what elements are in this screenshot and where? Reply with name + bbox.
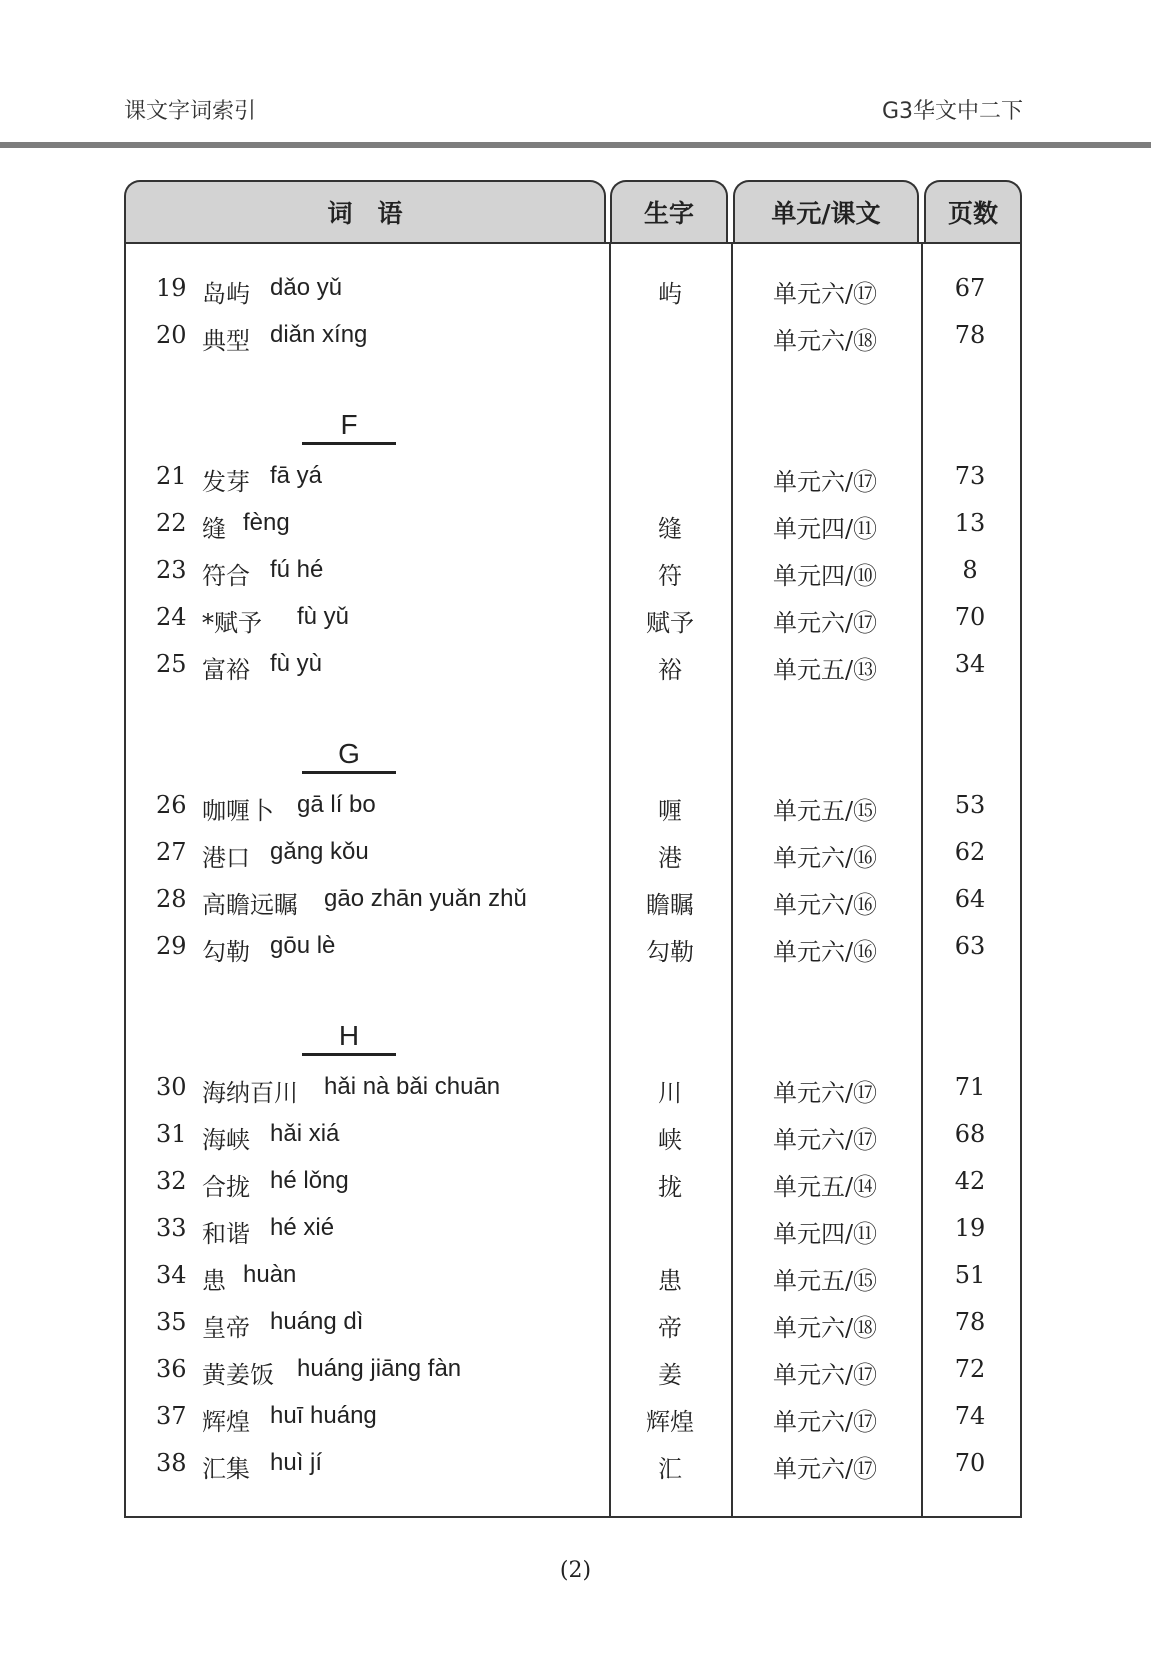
new-character: 港 [658, 844, 682, 872]
entry-number: 33 [156, 1214, 187, 1242]
unit-lesson: 单元六/⑰ [772, 468, 878, 496]
word: 港口 [202, 844, 250, 872]
column-header-char: 生字 [610, 180, 728, 242]
unit-lesson: 单元六/⑯ [772, 891, 878, 919]
column-header-word: 词 语 [124, 180, 606, 242]
entry-number: 23 [156, 556, 187, 584]
entry-number: 32 [156, 1167, 187, 1195]
new-character: 裕 [658, 656, 682, 684]
new-character: 川 [658, 1079, 682, 1107]
pinyin: huì jí [270, 1449, 323, 1476]
new-character: 喱 [658, 797, 682, 825]
word: 海峡 [202, 1126, 250, 1154]
page-ref: 72 [954, 1355, 986, 1383]
unit-lesson: 单元六/⑱ [772, 327, 878, 355]
pinyin: fèng [243, 509, 290, 536]
entry-number: 30 [156, 1073, 187, 1101]
table-row [126, 830, 1024, 877]
table-row [126, 783, 1024, 830]
table-row [126, 454, 1024, 501]
table-row [126, 501, 1024, 548]
word: 岛屿 [202, 280, 250, 308]
pinyin: hǎi nà bǎi chuān [324, 1073, 501, 1100]
pinyin: hé xié [270, 1214, 335, 1241]
entry-number: 26 [156, 791, 187, 819]
table-row [126, 1206, 1024, 1253]
unit-lesson: 单元六/⑰ [772, 1455, 878, 1483]
entry-number: 25 [156, 650, 187, 678]
header-course: G3华文中二下 [881, 99, 1023, 124]
table-row [126, 313, 1024, 360]
pinyin: gǎng kǒu [270, 838, 369, 865]
page-ref: 34 [954, 650, 986, 678]
unit-lesson: 单元四/⑩ [772, 562, 878, 590]
pinyin: fú hé [270, 556, 324, 583]
header-title: 课文字词索引 [124, 99, 257, 124]
word: 缝 [202, 515, 226, 543]
page-ref: 70 [954, 603, 986, 631]
new-character: 患 [658, 1267, 682, 1295]
unit-lesson: 单元五/⑮ [772, 797, 878, 825]
entry-number: 37 [156, 1402, 187, 1430]
table-row [126, 1441, 1024, 1488]
unit-lesson: 单元四/⑪ [772, 1220, 878, 1248]
pinyin: huáng dì [270, 1308, 364, 1335]
word: 符合 [202, 562, 250, 590]
unit-lesson: 单元六/⑰ [772, 1361, 878, 1389]
table-row [126, 1253, 1024, 1300]
word: 咖喱卜 [202, 797, 274, 825]
section-letter: G [302, 737, 396, 774]
page-number: (2) [559, 1558, 592, 1583]
table-row [126, 1065, 1024, 1112]
page-ref: 74 [954, 1402, 986, 1430]
unit-lesson: 单元六/⑰ [772, 1079, 878, 1107]
table-row [126, 1347, 1024, 1394]
pinyin: hé lǒng [270, 1167, 349, 1194]
entry-number: 31 [156, 1120, 187, 1148]
page-ref: 19 [954, 1214, 986, 1242]
pinyin: gōu lè [270, 932, 336, 959]
unit-lesson: 单元六/⑱ [772, 1314, 878, 1342]
new-character: 赋予 [646, 609, 694, 637]
new-character: 峡 [658, 1126, 682, 1154]
entry-number: 22 [156, 509, 187, 537]
section-letter: F [302, 408, 396, 445]
word: 发芽 [202, 468, 250, 496]
word: 皇帝 [202, 1314, 250, 1342]
new-character: 帝 [658, 1314, 682, 1342]
new-character: 汇 [658, 1455, 682, 1483]
new-character: 瞻瞩 [646, 891, 694, 919]
entry-number: 38 [156, 1449, 187, 1477]
pinyin: fù yǔ [297, 603, 350, 630]
pinyin: gā lí bo [297, 791, 376, 818]
page-ref: 53 [954, 791, 986, 819]
pinyin: fù yù [270, 650, 323, 677]
table-row [126, 877, 1024, 924]
table-row [126, 1300, 1024, 1347]
page-ref: 51 [954, 1261, 986, 1289]
unit-lesson: 单元四/⑪ [772, 515, 878, 543]
entry-number: 28 [156, 885, 187, 913]
word: 高瞻远瞩 [202, 891, 298, 919]
page-ref: 73 [954, 462, 986, 490]
unit-lesson: 单元六/⑯ [772, 844, 878, 872]
entry-number: 35 [156, 1308, 187, 1336]
entry-number: 36 [156, 1355, 187, 1383]
pinyin: gāo zhān yuǎn zhǔ [324, 885, 527, 912]
entry-number: 24 [156, 603, 187, 631]
table-row [126, 642, 1024, 689]
new-character: 姜 [658, 1361, 682, 1389]
table-row [126, 266, 1024, 313]
page-ref: 42 [954, 1167, 986, 1195]
page-ref: 62 [954, 838, 986, 866]
new-character: 缝 [658, 515, 682, 543]
word: 海纳百川 [202, 1079, 298, 1107]
section-letter: H [302, 1019, 396, 1056]
table-row [126, 595, 1024, 642]
column-header-page: 页数 [924, 180, 1022, 242]
unit-lesson: 单元五/⑭ [772, 1173, 878, 1201]
pinyin: diǎn xíng [270, 321, 368, 348]
entry-number: 19 [156, 274, 187, 302]
page-ref: 13 [954, 509, 986, 537]
table-row [126, 1159, 1024, 1206]
page-ref: 63 [954, 932, 986, 960]
entry-number: 34 [156, 1261, 187, 1289]
new-character: 符 [658, 562, 682, 590]
word: 勾勒 [202, 938, 250, 966]
word: 患 [202, 1267, 226, 1295]
index-table [124, 242, 1022, 1518]
entry-number: 27 [156, 838, 187, 866]
new-character: 屿 [658, 280, 682, 308]
unit-lesson: 单元六/⑰ [772, 609, 878, 637]
table-row [126, 548, 1024, 595]
page-ref: 70 [954, 1449, 986, 1477]
unit-lesson: 单元六/⑰ [772, 1126, 878, 1154]
word: *赋予 [202, 609, 262, 637]
pinyin: fā yá [270, 462, 323, 489]
entry-number: 21 [156, 462, 187, 490]
word: 辉煌 [202, 1408, 250, 1436]
word: 典型 [202, 327, 250, 355]
page-ref: 68 [954, 1120, 986, 1148]
page-ref: 67 [954, 274, 986, 302]
page-ref: 8 [962, 556, 978, 584]
entry-number: 20 [156, 321, 187, 349]
new-character: 辉煌 [646, 1408, 694, 1436]
unit-lesson: 单元五/⑬ [772, 656, 878, 684]
word: 和谐 [202, 1220, 250, 1248]
page-ref: 78 [954, 1308, 986, 1336]
unit-lesson: 单元六/⑰ [772, 1408, 878, 1436]
word: 黄姜饭 [202, 1361, 274, 1389]
pinyin: dǎo yǔ [270, 274, 343, 301]
page-ref: 78 [954, 321, 986, 349]
unit-lesson: 单元五/⑮ [772, 1267, 878, 1295]
unit-lesson: 单元六/⑯ [772, 938, 878, 966]
word: 合拢 [202, 1173, 250, 1201]
table-row [126, 1394, 1024, 1441]
unit-lesson: 单元六/⑰ [772, 280, 878, 308]
new-character: 拢 [658, 1173, 682, 1201]
pinyin: huī huáng [270, 1402, 377, 1429]
page-ref: 71 [954, 1073, 986, 1101]
table-row [126, 924, 1024, 971]
table-row [126, 1112, 1024, 1159]
column-header-unit: 单元/课文 [733, 180, 919, 242]
word: 富裕 [202, 656, 250, 684]
header-rule [0, 142, 1151, 148]
pinyin: hǎi xiá [270, 1120, 340, 1147]
page-ref: 64 [954, 885, 986, 913]
word: 汇集 [202, 1455, 250, 1483]
new-character: 勾勒 [646, 938, 694, 966]
entry-number: 29 [156, 932, 187, 960]
pinyin: huàn [243, 1261, 297, 1288]
pinyin: huáng jiāng fàn [297, 1355, 462, 1382]
